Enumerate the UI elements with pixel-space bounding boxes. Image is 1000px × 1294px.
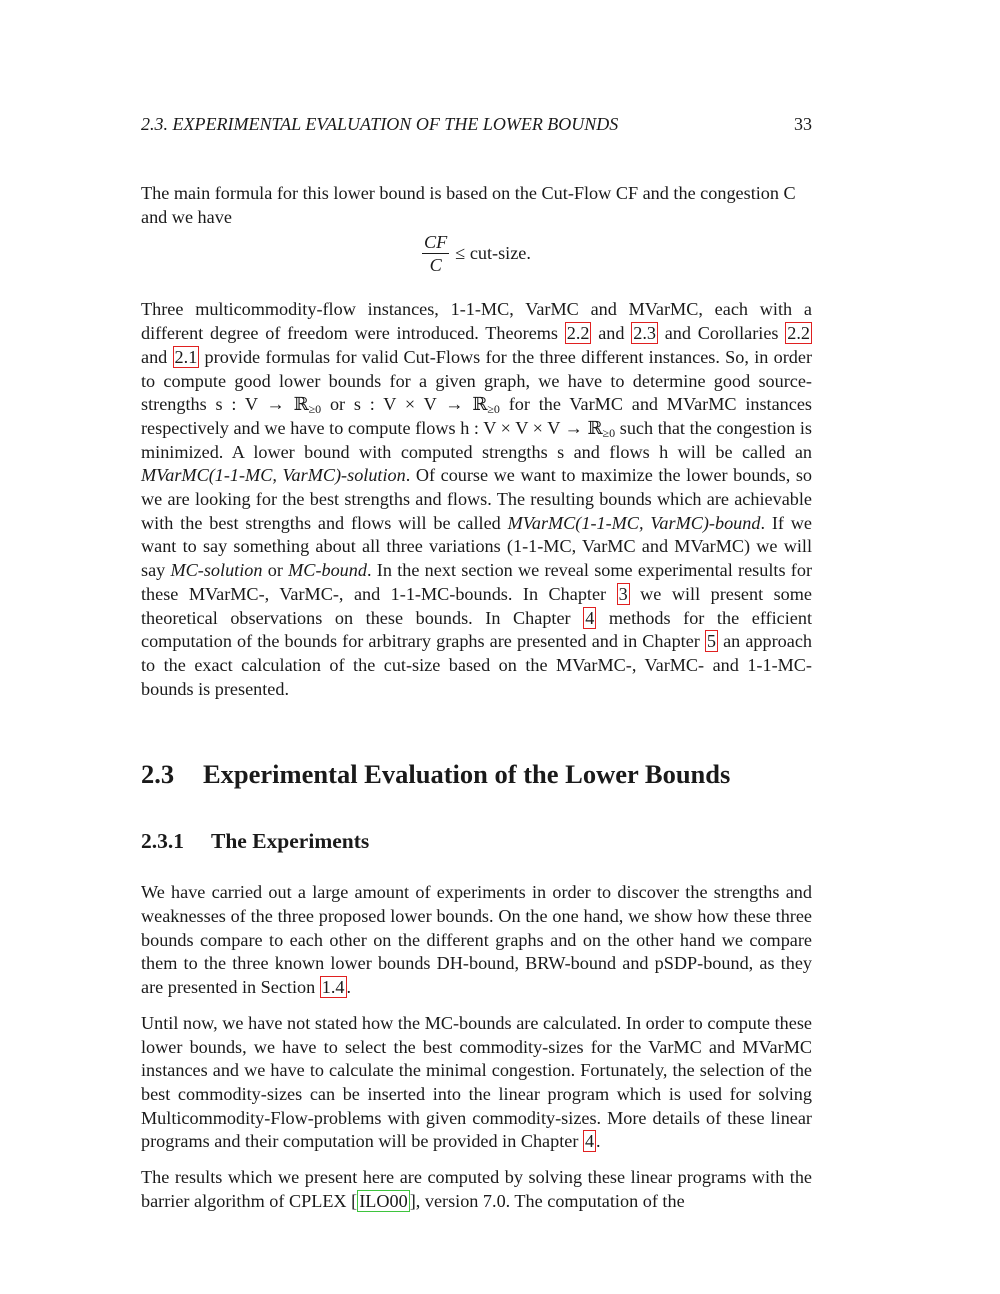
- page: [141, 112, 812, 1214]
- display-equation: [141, 231, 812, 276]
- paragraph-experiments: We have carried out a large amount of experiments in order to discover the strengths and weaknesses of the three proposed lower bounds. On the one hand, we show how these three bounds compare to each other on the different graphs and on the other hand we compare them to the three known lower bounds DH-bound, BRW-bound and pSDP-bound, as they are presented in Section 1.4 .: [141, 882, 812, 998]
- fraction: [422, 231, 449, 276]
- running-header: [141, 112, 812, 136]
- intro-paragraph: The main formula for this lower bound is based on the Cut-Flow CF and the congestion C and we have: [141, 183, 796, 227]
- subsection-heading: [141, 827, 812, 855]
- paragraph-calculation: Until now, we have not stated how the MC-bounds are calculated. In order to compute these lower bounds, we have to select the best commodity-sizes for the VarMC and MVarMC instances and we have to calculate the minimal congestion. Fortunately, the selection of the best commodity-sizes can be inserted into the linear program which is used for solving Multicommodity-Flow-problems with given commodity-sizes. More details of these linear programs and their computation will be provided in Chapter 4 .: [141, 1012, 812, 1152]
- ref-corollary-2-2[interactable]: 2.2: [787, 323, 810, 344]
- ref-theorem-2-2[interactable]: 2.2: [566, 323, 590, 344]
- page-number: 33: [794, 114, 812, 134]
- ref-chapter-5[interactable]: 5: [706, 631, 717, 652]
- ref-theorem-2-3[interactable]: 2.3: [633, 323, 656, 344]
- section-number: 2.3: [141, 759, 175, 790]
- fraction-numerator: CF: [424, 232, 448, 253]
- fraction-denominator: C: [429, 255, 442, 276]
- ref-chapter-4[interactable]: 4: [585, 607, 595, 628]
- running-title: 2.3. EXPERIMENTAL EVALUATION OF THE LOWER BOUNDS: [141, 114, 619, 134]
- equation-relation: ≤ cut-size.: [455, 243, 531, 264]
- subsection-title: The Experiments: [211, 829, 370, 854]
- ref-section-1-4[interactable]: 1.4: [321, 977, 345, 998]
- section-title: Experimental Evaluation of the Lower Bounds: [203, 759, 731, 790]
- ref-chapter-3[interactable]: 3: [618, 583, 628, 604]
- ref-corollary-2-1[interactable]: 2.1: [174, 346, 198, 367]
- citation-ilo00[interactable]: ILO00: [359, 1190, 408, 1211]
- paragraph-results: The results which we present here are computed by solving these linear programs with the barrier algorithm of CPLEX [ ILO00 ], version 7.0. The computation of the: [141, 1167, 812, 1211]
- section-heading: [141, 757, 812, 791]
- paragraph-mc-instances: Three multicommodity-flow instances, 1-1-MC, VarMC and MVarMC, each with a different degree of freedom were introduced. Theorems 2.2 and 2.3 and Corollaries 2.2 and 2.1 provide formulas for valid Cut-Flows for the three different instances. So, in order to compute good lower bounds for a given graph, we have to determine good source-strengths s : V → ℝ$_{\ge 0}$ or s : V × V → ℝ$_{\ge 0}$ for the VarMC and MVarMC instances respectively and we have to compute flows h : V × V × V → ℝ$_{\ge 0}$ such that the congestion is minimized. A lower bound with computed strengths s and flows h will be called an MVarMC(1-1-MC, VarMC)-solution. Of course we want to maximize the lower bounds, so we are looking for the best strengths and flows. The resulting bounds which are achievable with the best strengths and flows will be called MVarMC(1-1-MC, VarMC)-bound. If we want to say something about all three variations (1-1-MC, VarMC and MVarMC) we will say MC-solution or MC-bound. In the next section we reveal some experimental results for these MVarMC-, VarMC-, and 1-1-MC-bounds. In Chapter 3 we will present some theoretical observations on these bounds. In Chapter 4 methods for the efficient computation of the bounds for arbitrary graphs are presented and in Chapter 5 an approach to the exact calculation of the cut-size based on the MVarMC-, VarMC- and 1-1-MC-bounds is presented.: [141, 299, 813, 699]
- subsection-number: 2.3.1: [141, 829, 184, 854]
- ref-chapter-4-b[interactable]: 4: [584, 1131, 595, 1152]
